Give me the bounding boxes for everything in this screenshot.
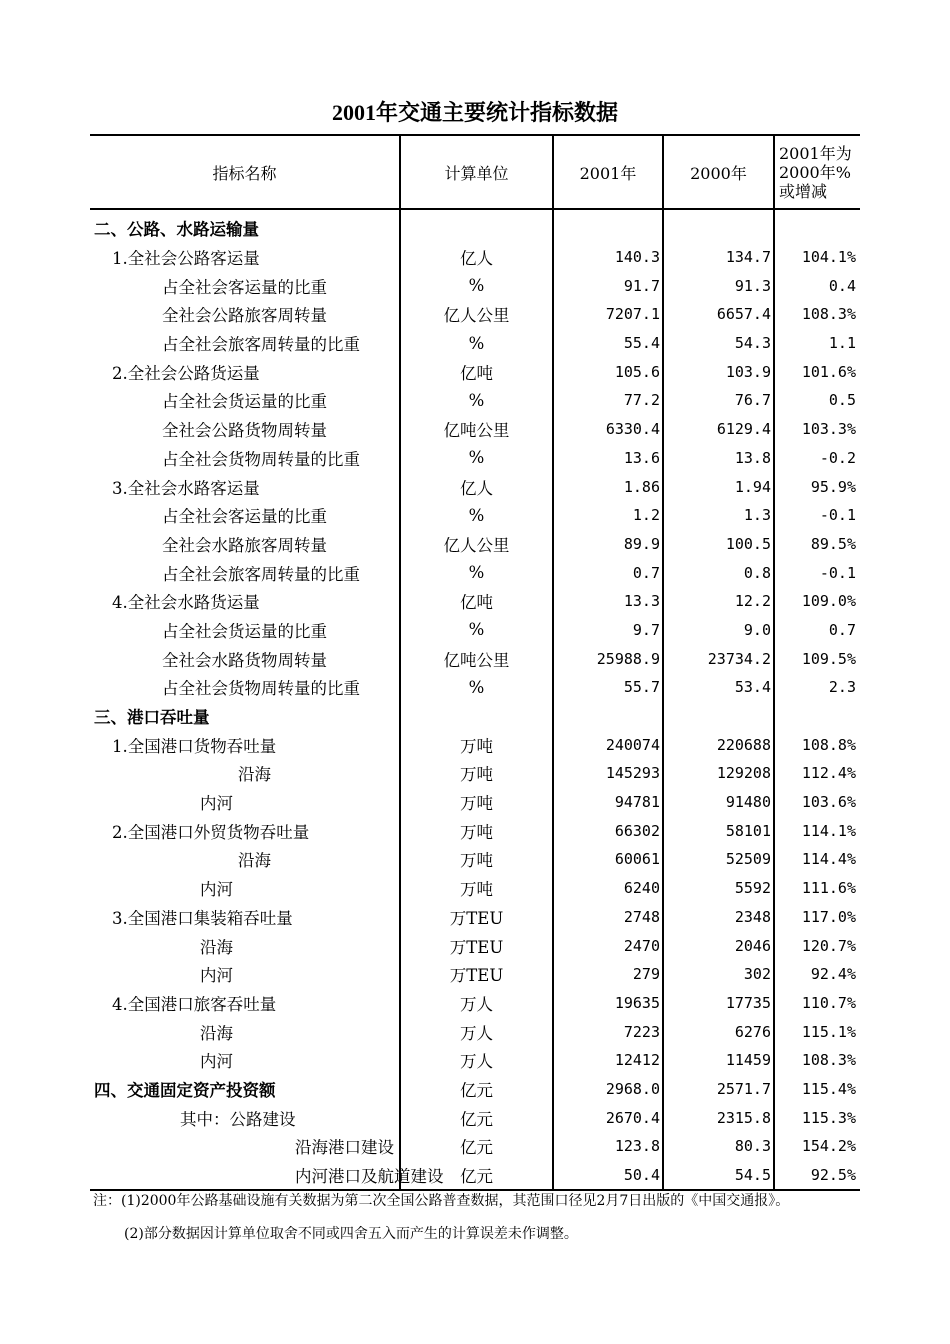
indicator-name-cell: 全社会水路旅客周转量 [162,535,327,555]
value-2000-cell: 129208 [663,759,774,788]
change-cell: -0.1 [774,501,860,530]
unit-cell [400,702,553,731]
indicator-name-cell: 沿海 [238,851,271,871]
indicator-name-cell: 4.全国港口旅客吞吐量 [112,994,277,1014]
table-row [90,1103,860,1132]
indicator-name-cell: 占全社会货物周转量的比重 [162,449,360,469]
table-row [90,702,860,731]
table-row [90,903,860,932]
unit-cell: 亿人公里 [400,530,553,559]
unit-cell: 亿人公里 [400,300,553,329]
header-2000: 2000年 [663,135,774,209]
value-2001-cell: 60061 [553,845,663,874]
indicator-name-cell: 占全社会货物周转量的比重 [162,679,360,699]
value-2001-cell: 89.9 [553,530,663,559]
value-2001-cell: 105.6 [553,357,663,386]
table-row [90,415,860,444]
value-2000-cell: 2046 [663,931,774,960]
table-row [90,931,860,960]
unit-cell: % [400,558,553,587]
footnote-2: (2)部分数据因计算单位取舍不同或四舍五入而产生的计算误差未作调整。 [124,1226,578,1242]
table-row [90,444,860,473]
change-cell: 109.5% [774,644,860,673]
value-2000-cell: 53.4 [663,673,774,702]
unit-cell: % [400,673,553,702]
table-header-row [90,135,860,209]
value-2000-cell: 0.8 [663,558,774,587]
change-cell: 89.5% [774,530,860,559]
table-row [90,243,860,272]
page-title: 2001年交通主要统计指标数据 [331,100,618,125]
table-row [90,1132,860,1161]
change-cell [774,702,860,731]
value-2000-cell: 91.3 [663,271,774,300]
value-2001-cell: 13.6 [553,444,663,473]
change-cell: 115.4% [774,1075,860,1104]
indicator-name-cell: 内河港口及航道建设 [90,1161,400,1191]
value-2000-cell: 1.94 [663,472,774,501]
indicator-name-cell: 内河 [200,794,233,814]
indicator-name-cell: 占全社会客运量的比重 [162,277,327,297]
value-2000-cell: 2348 [663,903,774,932]
value-2001-cell: 91.7 [553,271,663,300]
value-2001-cell [553,702,663,731]
value-2001-cell: 2968.0 [553,1075,663,1104]
change-cell: 0.4 [774,271,860,300]
change-cell: 110.7% [774,989,860,1018]
change-cell: 114.1% [774,816,860,845]
value-2001-cell: 6240 [553,874,663,903]
change-cell: 115.3% [774,1103,860,1132]
change-cell: 111.6% [774,874,860,903]
value-2001-cell: 2470 [553,931,663,960]
value-2000-cell: 2315.8 [663,1103,774,1132]
change-cell: 92.5% [774,1161,860,1191]
unit-cell: 万TEU [400,903,553,932]
value-2001-cell: 12412 [553,1046,663,1075]
unit-cell: 万吨 [400,730,553,759]
indicator-name-cell: 二、公路、水路运输量 [94,220,259,240]
table-row [90,271,860,300]
change-cell: 108.3% [774,1046,860,1075]
table-row [90,644,860,673]
indicator-name-cell: 3.全社会水路客运量 [112,478,260,498]
value-2001-cell: 19635 [553,989,663,1018]
table-row [90,989,860,1018]
table-row [90,300,860,329]
table-row [90,357,860,386]
value-2001-cell: 1.2 [553,501,663,530]
indicator-name-cell: 内河 [200,880,233,900]
table-row [90,960,860,989]
change-cell: 101.6% [774,357,860,386]
value-2000-cell: 6657.4 [663,300,774,329]
value-2000-cell: 76.7 [663,386,774,415]
unit-cell: 万吨 [400,759,553,788]
value-2000-cell [663,209,774,243]
unit-cell: 亿元 [400,1161,553,1191]
table-row [90,816,860,845]
indicator-name-cell: 全社会水路货物周转量 [162,650,327,670]
unit-cell: 亿元 [400,1103,553,1132]
indicator-name-cell: 4.全社会水路货运量 [112,593,260,613]
value-2001-cell: 2748 [553,903,663,932]
unit-cell: 亿人 [400,243,553,272]
footnote-1: 注：(1)2000年公路基础设施有关数据为第二次全国公路普查数据，其范围口径见2月7日出版的《中国交通报》。 [93,1193,790,1209]
table-row [90,558,860,587]
change-cell [774,209,860,243]
indicator-name-cell: 占全社会货运量的比重 [162,621,327,641]
table-row [90,788,860,817]
unit-cell: 万吨 [400,788,553,817]
table-row [90,209,860,243]
statistics-table [90,134,860,1191]
value-2000-cell: 11459 [663,1046,774,1075]
change-cell: 108.8% [774,730,860,759]
table-row [90,1046,860,1075]
unit-cell: 万人 [400,989,553,1018]
change-cell: 103.6% [774,788,860,817]
change-cell: 2.3 [774,673,860,702]
table-row [90,472,860,501]
table-row [90,874,860,903]
value-2000-cell: 80.3 [663,1132,774,1161]
unit-cell: 亿人 [400,472,553,501]
unit-cell: 万TEU [400,931,553,960]
change-cell: 117.0% [774,903,860,932]
value-2001-cell: 9.7 [553,616,663,645]
unit-cell: 亿元 [400,1132,553,1161]
change-cell: 104.1% [774,243,860,272]
table-row [90,673,860,702]
footnotes [93,1192,863,1244]
unit-cell: % [400,616,553,645]
unit-cell: 万人 [400,1046,553,1075]
indicator-name-cell: 内河 [200,966,233,986]
change-cell: -0.1 [774,558,860,587]
value-2000-cell: 220688 [663,730,774,759]
value-2001-cell [553,209,663,243]
header-indicator-name: 指标名称 [90,135,400,209]
unit-cell: 亿吨公里 [400,644,553,673]
value-2000-cell: 134.7 [663,243,774,272]
value-2001-cell: 0.7 [553,558,663,587]
value-2001-cell: 7223 [553,1017,663,1046]
change-cell: 112.4% [774,759,860,788]
value-2000-cell [663,702,774,731]
unit-cell: 亿吨 [400,357,553,386]
value-2000-cell: 2571.7 [663,1075,774,1104]
value-2000-cell: 54.5 [663,1161,774,1191]
table-row [90,386,860,415]
value-2000-cell: 12.2 [663,587,774,616]
table-row [90,730,860,759]
table-row [90,1075,860,1104]
table-row [90,759,860,788]
value-2001-cell: 13.3 [553,587,663,616]
value-2001-cell: 6330.4 [553,415,663,444]
value-2000-cell: 17735 [663,989,774,1018]
value-2001-cell: 7207.1 [553,300,663,329]
indicator-name-cell: 四、交通固定资产投资额 [94,1080,276,1100]
unit-cell [400,209,553,243]
unit-cell: 亿元 [400,1075,553,1104]
value-2000-cell: 302 [663,960,774,989]
table-row [90,1161,860,1191]
value-2000-cell: 103.9 [663,357,774,386]
change-cell: 1.1 [774,329,860,358]
change-cell: 103.3% [774,415,860,444]
indicator-name-cell: 2.全国港口外贸货物吞吐量 [112,822,310,842]
unit-cell: 万吨 [400,874,553,903]
value-2001-cell: 123.8 [553,1132,663,1161]
value-2001-cell: 25988.9 [553,644,663,673]
value-2000-cell: 100.5 [663,530,774,559]
unit-cell: 万TEU [400,960,553,989]
table-row [90,329,860,358]
unit-cell: % [400,501,553,530]
header-2001: 2001年 [553,135,663,209]
table-row [90,501,860,530]
unit-cell: 万人 [400,1017,553,1046]
change-cell: 0.7 [774,616,860,645]
value-2000-cell: 5592 [663,874,774,903]
value-2001-cell: 240074 [553,730,663,759]
unit-cell: 亿吨公里 [400,415,553,444]
indicator-name-cell: 3.全国港口集装箱吞吐量 [112,908,293,928]
unit-cell: % [400,386,553,415]
value-2001-cell: 55.7 [553,673,663,702]
indicator-name-cell: 内河 [200,1052,233,1072]
change-cell: 154.2% [774,1132,860,1161]
table-row [90,1017,860,1046]
indicator-name-cell: 占全社会客运量的比重 [162,507,327,527]
change-cell: 120.7% [774,931,860,960]
indicator-name-cell: 沿海港口建设 [295,1138,394,1158]
change-cell: -0.2 [774,444,860,473]
value-2001-cell: 1.86 [553,472,663,501]
value-2000-cell: 1.3 [663,501,774,530]
table-row [90,530,860,559]
indicator-name-cell: 沿海 [238,765,271,785]
indicator-name-cell: 三、港口吞吐量 [94,708,210,728]
indicator-name-cell: 占全社会旅客周转量的比重 [162,564,360,584]
change-cell: 115.1% [774,1017,860,1046]
value-2000-cell: 52509 [663,845,774,874]
indicator-name-cell: 1.全社会公路客运量 [112,249,260,269]
header-unit: 计算单位 [400,135,553,209]
indicator-name-cell: 1.全国港口货物吞吐量 [112,736,277,756]
value-2001-cell: 140.3 [553,243,663,272]
value-2000-cell: 13.8 [663,444,774,473]
value-2000-cell: 54.3 [663,329,774,358]
indicator-name-cell: 2.全社会公路货运量 [112,363,260,383]
value-2001-cell: 55.4 [553,329,663,358]
table-row [90,587,860,616]
indicator-name-cell: 占全社会旅客周转量的比重 [162,335,360,355]
change-cell: 95.9% [774,472,860,501]
value-2001-cell: 145293 [553,759,663,788]
value-2000-cell: 58101 [663,816,774,845]
change-cell: 108.3% [774,300,860,329]
change-cell: 114.4% [774,845,860,874]
change-cell: 0.5 [774,386,860,415]
table-row [90,616,860,645]
value-2001-cell: 94781 [553,788,663,817]
value-2000-cell: 23734.2 [663,644,774,673]
value-2000-cell: 91480 [663,788,774,817]
indicator-name-cell: 其中：公路建设 [180,1109,296,1129]
value-2001-cell: 66302 [553,816,663,845]
unit-cell: % [400,271,553,300]
value-2000-cell: 6276 [663,1017,774,1046]
unit-cell: 万吨 [400,845,553,874]
unit-cell: 亿吨 [400,587,553,616]
value-2000-cell: 6129.4 [663,415,774,444]
table-row [90,845,860,874]
value-2001-cell: 50.4 [553,1161,663,1191]
indicator-name-cell: 全社会公路旅客周转量 [162,306,327,326]
change-cell: 92.4% [774,960,860,989]
value-2001-cell: 279 [553,960,663,989]
value-2001-cell: 2670.4 [553,1103,663,1132]
indicator-name-cell: 全社会公路货物周转量 [162,421,327,441]
change-cell: 109.0% [774,587,860,616]
indicator-name-cell: 沿海 [200,1023,233,1043]
value-2001-cell: 77.2 [553,386,663,415]
unit-cell: % [400,444,553,473]
header-change: 2001年为 2000年% 或增减 [774,135,860,209]
unit-cell: % [400,329,553,358]
value-2000-cell: 9.0 [663,616,774,645]
indicator-name-cell: 占全社会货运量的比重 [162,392,327,412]
unit-cell: 万吨 [400,816,553,845]
indicator-name-cell: 沿海 [200,937,233,957]
